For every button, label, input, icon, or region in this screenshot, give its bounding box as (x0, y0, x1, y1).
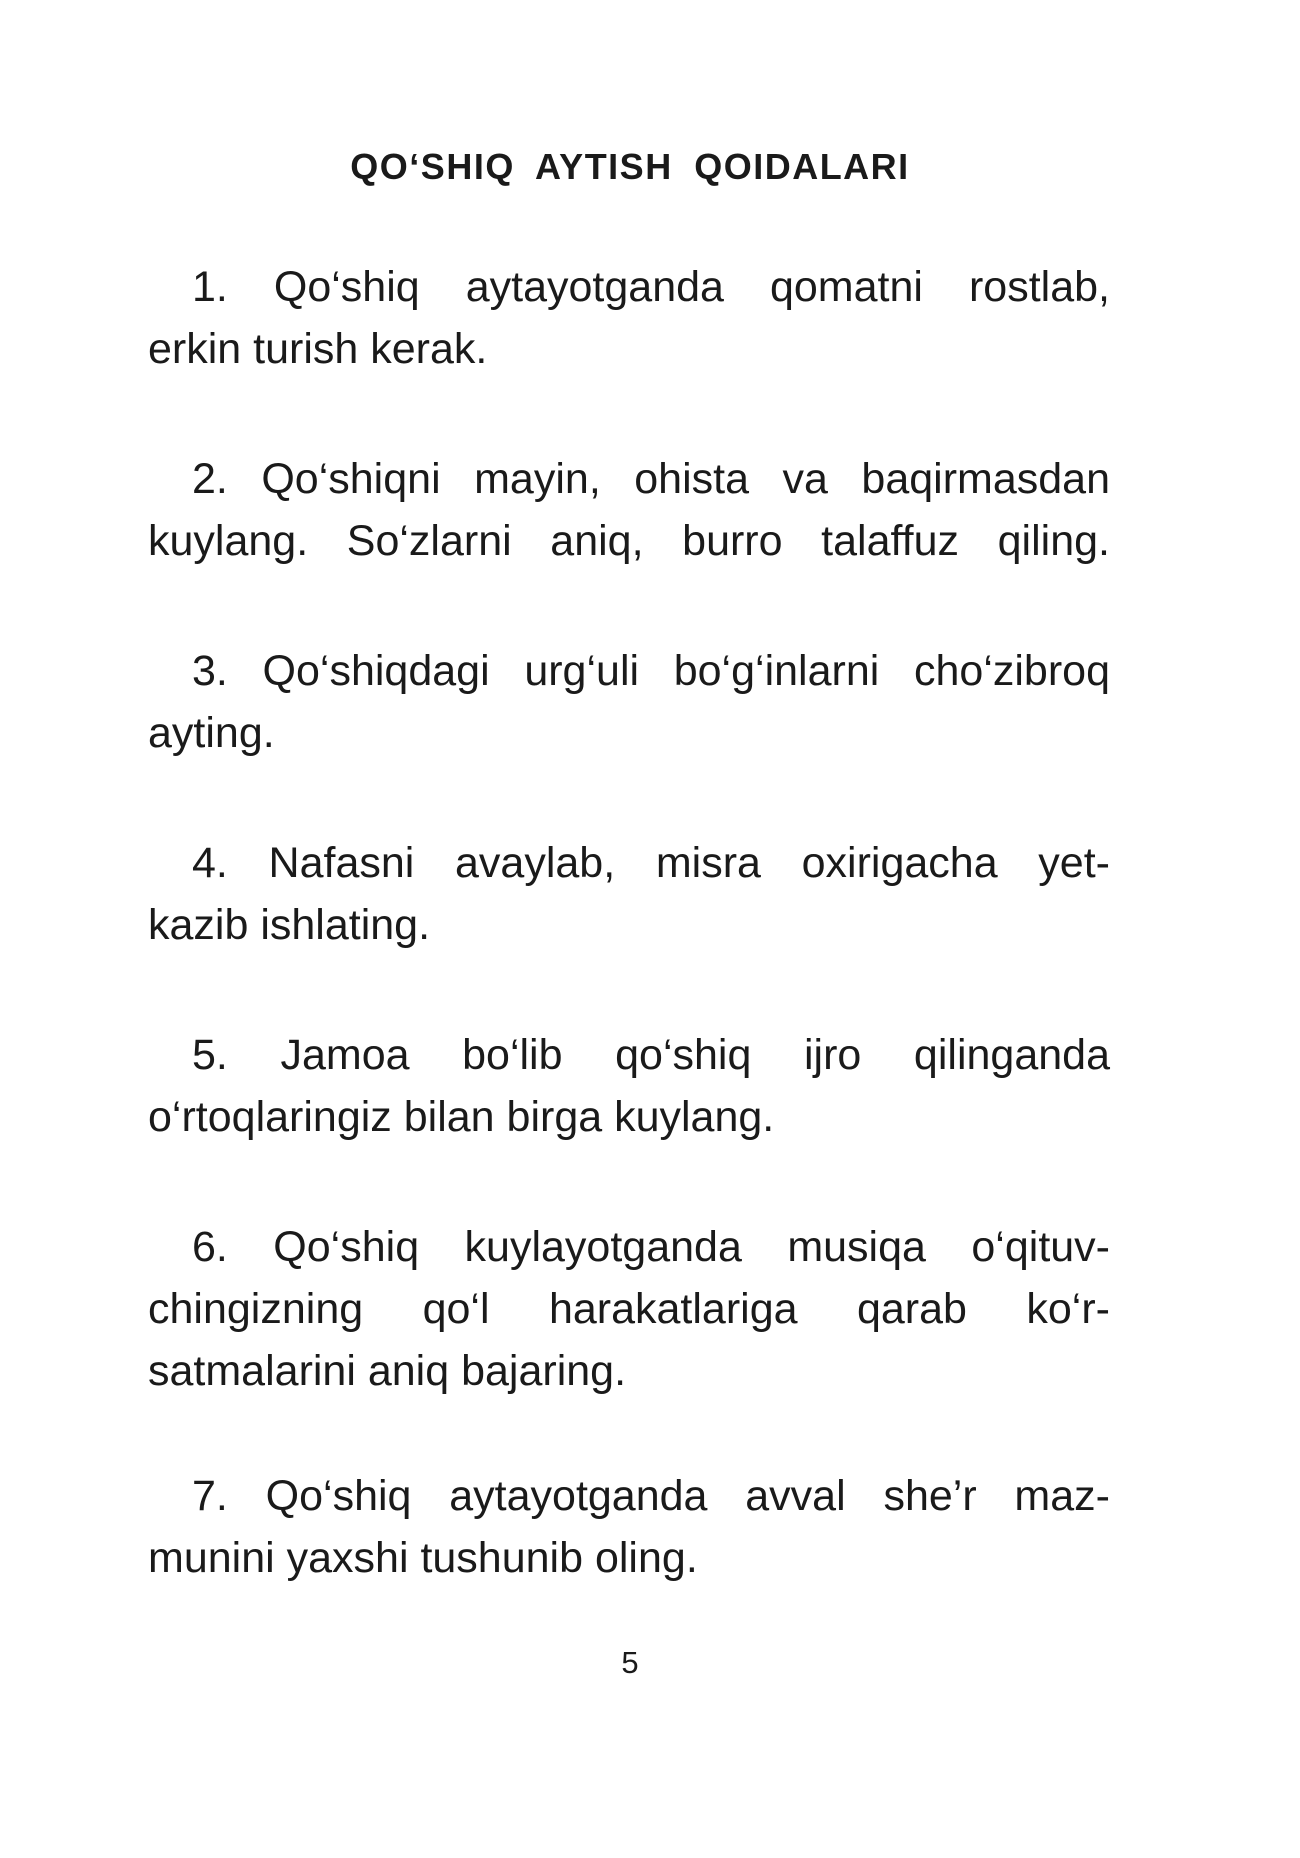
rule-6-line-1: 6. Qo‘shiq kuylayotganda musiqa o‘qituv- (192, 1223, 1110, 1271)
rule-7-line-1: 7. Qo‘shiq aytayotganda avval she’r maz- (192, 1472, 1110, 1520)
rule-1-line-1: 1. Qo‘shiq aytayotganda qomatni rostlab, (192, 263, 1110, 311)
rule-5-line-1: 5. Jamoa bo‘lib qo‘shiq ijro qilinganda (192, 1031, 1110, 1079)
rule-5-line-2: o‘rtoqlaringiz bilan birga kuylang. (148, 1093, 775, 1141)
rule-2-line-2: kuylang. So‘zlarni aniq, burro talaffuz qiling. (148, 517, 1110, 565)
rule-1-line-2: erkin turish kerak. (148, 325, 488, 373)
page-number: 5 (621, 1645, 639, 1680)
rule-item-5 (148, 1024, 1110, 1148)
rule-item-3 (148, 640, 1110, 764)
rule-6-line-2: chingizning qo‘l harakatlariga qarab ko‘r- (148, 1285, 1110, 1333)
page-title: QO‘SHIQ AYTISH QOIDALARI (350, 146, 910, 187)
rule-4-line-2: kazib ishlating. (148, 901, 431, 949)
rule-2-line-1: 2. Qo‘shiqni mayin, ohista va baqirmasdan (192, 455, 1110, 503)
rule-4-line-1: 4. Nafasni avaylab, misra oxirigacha yet- (192, 839, 1110, 887)
rule-item-2 (148, 448, 1110, 572)
rule-3-line-2: ayting. (148, 709, 275, 757)
rule-item-4 (148, 832, 1110, 956)
rule-item-1 (148, 256, 1110, 380)
rule-3-line-1: 3. Qo‘shiqdagi urg‘uli bo‘g‘inlarni cho‘zibroq (192, 647, 1110, 695)
rule-6-line-3: satmalarini aniq bajaring. (148, 1347, 627, 1395)
rule-item-7 (148, 1465, 1110, 1589)
rule-7-line-2: munini yaxshi tushunib oling. (148, 1534, 698, 1582)
rule-item-6 (148, 1216, 1110, 1402)
